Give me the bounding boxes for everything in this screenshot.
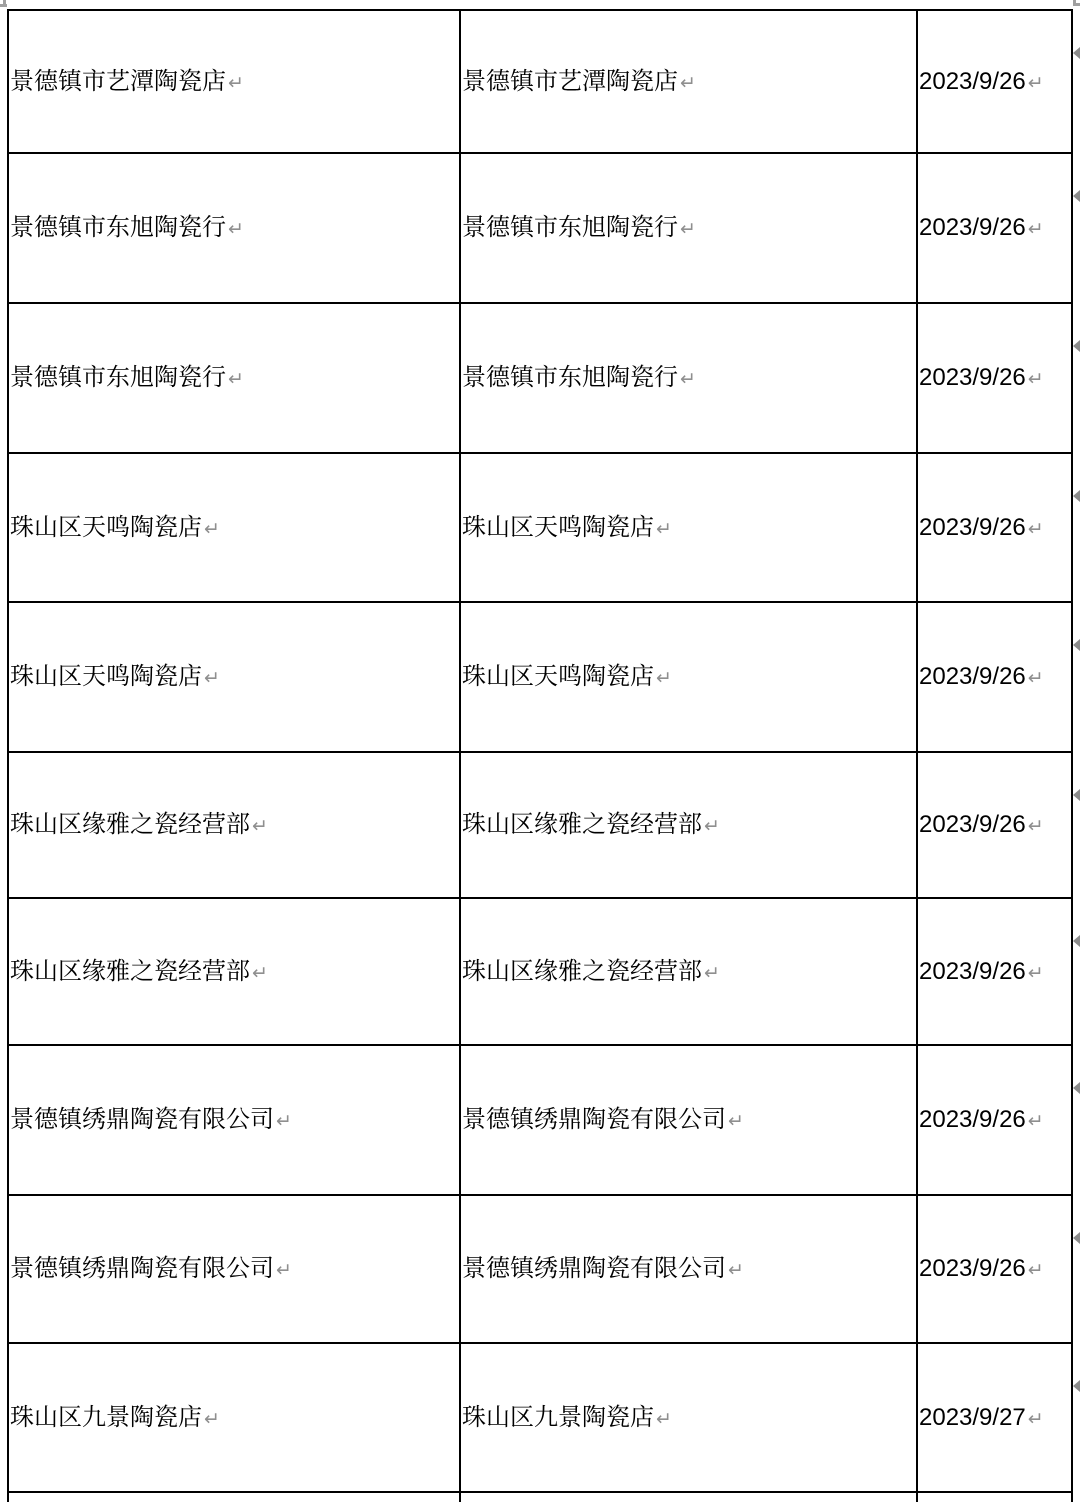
- table-row: [8, 1343, 1072, 1492]
- cell-text: 景德镇绣鼎陶瓷有限公司: [10, 1106, 274, 1134]
- cell-text: 2023/9/27: [919, 1403, 1026, 1431]
- cell-date[interactable]: [917, 10, 1072, 153]
- paragraph-mark-icon: ↵: [276, 1260, 292, 1282]
- row-end-arrow-icon: [1073, 935, 1080, 947]
- cell-text: 珠山区缘雅之瓷经营部: [462, 957, 702, 985]
- table-row: [8, 898, 1072, 1045]
- cell-text: 景德镇市东旭陶瓷行: [10, 214, 226, 242]
- paragraph-mark-icon: ↵: [656, 1408, 672, 1430]
- table-row: [8, 1195, 1072, 1343]
- cell-text: 珠山区九景陶瓷店: [462, 1403, 654, 1431]
- cell-company-name-duplicate[interactable]: [460, 752, 917, 898]
- paragraph-mark-icon: ↵: [680, 219, 696, 241]
- cell-text: 景德镇市艺潭陶瓷店: [462, 67, 678, 95]
- cell-company-name-duplicate[interactable]: [460, 153, 917, 303]
- cell-text: 2023/9/26: [919, 513, 1026, 541]
- paragraph-mark-icon: ↵: [1027, 1260, 1044, 1282]
- row-end-arrow-icon: [1073, 340, 1080, 352]
- paragraph-mark-icon: ↵: [1027, 219, 1044, 241]
- paragraph-mark-icon: ↵: [204, 668, 220, 690]
- cell-text: 珠山区天鸣陶瓷店: [10, 513, 202, 541]
- cell-date[interactable]: [917, 303, 1072, 453]
- paragraph-mark-icon: ↵: [656, 668, 672, 690]
- top-left-corner-mark: [0, 4, 7, 7]
- cell-company-name[interactable]: [8, 303, 460, 453]
- cell-text: 景德镇市艺潭陶瓷店: [10, 67, 226, 95]
- paragraph-mark-icon: ↵: [704, 962, 720, 984]
- cell-date[interactable]: [917, 1195, 1072, 1343]
- cell-company-name[interactable]: [8, 453, 460, 602]
- paragraph-mark-icon: ↵: [1027, 369, 1044, 391]
- table-row: [8, 10, 1072, 153]
- cell-company-name-duplicate[interactable]: [460, 1045, 917, 1195]
- cell-date[interactable]: [917, 602, 1072, 752]
- cell-company-name[interactable]: [8, 10, 460, 153]
- cell-text: 2023/9/26: [919, 67, 1026, 95]
- cell-date[interactable]: [917, 453, 1072, 602]
- table-row: [8, 602, 1072, 752]
- paragraph-mark-icon: ↵: [680, 72, 696, 94]
- paragraph-mark-icon: ↵: [1027, 1408, 1044, 1430]
- cell-company-name[interactable]: [8, 602, 460, 752]
- paragraph-mark-icon: ↵: [656, 518, 672, 540]
- paragraph-mark-icon: ↵: [728, 1111, 744, 1133]
- row-end-arrow-icon: [1073, 490, 1080, 502]
- paragraph-mark-icon: ↵: [252, 962, 268, 984]
- cell-text: 珠山区天鸣陶瓷店: [10, 663, 202, 691]
- cell-company-name-duplicate[interactable]: [460, 453, 917, 602]
- cell-date[interactable]: [917, 752, 1072, 898]
- cell-text: 珠山区缘雅之瓷经营部: [462, 811, 702, 839]
- cell-company-name-duplicate[interactable]: [460, 1343, 917, 1492]
- cell-company-name-duplicate[interactable]: [460, 898, 917, 1045]
- table-body: [8, 10, 1072, 1502]
- cell-text: 珠山区天鸣陶瓷店: [462, 513, 654, 541]
- cell-text: 景德镇市东旭陶瓷行: [10, 364, 226, 392]
- paragraph-mark-icon: ↵: [204, 1408, 220, 1430]
- paragraph-mark-icon: ↵: [1027, 1111, 1044, 1133]
- table-row: [8, 752, 1072, 898]
- cell-text: 珠山区缘雅之瓷经营部: [10, 811, 250, 839]
- cell-text: 2023/9/26: [919, 811, 1026, 839]
- cell-text: 景德镇绣鼎陶瓷有限公司: [462, 1106, 726, 1134]
- paragraph-mark-icon: ↵: [204, 518, 220, 540]
- cell-company-name[interactable]: [8, 1492, 460, 1502]
- paragraph-mark-icon: ↵: [276, 1111, 292, 1133]
- cell-text: 景德镇绣鼎陶瓷有限公司: [462, 1255, 726, 1283]
- cell-date[interactable]: [917, 1343, 1072, 1492]
- cell-text: 景德镇绣鼎陶瓷有限公司: [10, 1255, 274, 1283]
- cell-date[interactable]: [917, 1492, 1072, 1502]
- document-table: [7, 9, 1073, 1502]
- cell-text: 景德镇市东旭陶瓷行: [462, 364, 678, 392]
- table-row: [8, 1045, 1072, 1195]
- cell-date[interactable]: [917, 898, 1072, 1045]
- cell-company-name-duplicate[interactable]: [460, 10, 917, 153]
- table-row-partial: [8, 1492, 1072, 1502]
- cell-company-name[interactable]: [8, 752, 460, 898]
- cell-text: 珠山区缘雅之瓷经营部: [10, 957, 250, 985]
- row-end-arrow-icon: [1073, 789, 1080, 801]
- cell-company-name[interactable]: [8, 1045, 460, 1195]
- paragraph-mark-icon: ↵: [1027, 816, 1044, 838]
- paragraph-mark-icon: ↵: [228, 219, 244, 241]
- cell-company-name-duplicate[interactable]: [460, 303, 917, 453]
- row-end-arrow-icon: [1073, 1082, 1080, 1094]
- cell-company-name-duplicate[interactable]: [460, 1195, 917, 1343]
- paragraph-mark-icon: ↵: [1027, 72, 1044, 94]
- cell-text: 2023/9/26: [919, 957, 1026, 985]
- cell-company-name-duplicate[interactable]: [460, 1492, 917, 1502]
- cell-company-name-duplicate[interactable]: [460, 602, 917, 752]
- paragraph-mark-icon: ↵: [1027, 668, 1044, 690]
- paragraph-mark-icon: ↵: [228, 369, 244, 391]
- cell-text: 2023/9/26: [919, 1255, 1026, 1283]
- cell-date[interactable]: [917, 153, 1072, 303]
- paragraph-mark-icon: ↵: [1027, 518, 1044, 540]
- row-end-arrow-icon: [1073, 1380, 1080, 1392]
- paragraph-mark-icon: ↵: [728, 1260, 744, 1282]
- top-right-corner-mark: [1073, 3, 1080, 6]
- cell-company-name[interactable]: [8, 1195, 460, 1343]
- cell-text: 珠山区九景陶瓷店: [10, 1403, 202, 1431]
- table-row: [8, 453, 1072, 602]
- row-end-arrow-icon: [1073, 1232, 1080, 1244]
- row-end-arrow-icon: [1073, 47, 1080, 59]
- table-row: [8, 153, 1072, 303]
- row-end-arrow-icon: [1073, 190, 1080, 202]
- cell-text: 景德镇市东旭陶瓷行: [462, 214, 678, 242]
- table-row: [8, 303, 1072, 453]
- row-end-arrow-icon: [1073, 639, 1080, 651]
- cell-company-name[interactable]: [8, 898, 460, 1045]
- cell-text: 2023/9/26: [919, 364, 1026, 392]
- cell-date[interactable]: [917, 1045, 1072, 1195]
- cell-text: 2023/9/26: [919, 214, 1026, 242]
- paragraph-mark-icon: ↵: [252, 816, 268, 838]
- paragraph-mark-icon: ↵: [1027, 962, 1044, 984]
- cell-text: 2023/9/26: [919, 663, 1026, 691]
- paragraph-mark-icon: ↵: [704, 816, 720, 838]
- paragraph-mark-icon: ↵: [228, 72, 244, 94]
- cell-company-name[interactable]: [8, 153, 460, 303]
- cell-text: 珠山区天鸣陶瓷店: [462, 663, 654, 691]
- cell-company-name[interactable]: [8, 1343, 460, 1492]
- cell-text: 2023/9/26: [919, 1106, 1026, 1134]
- paragraph-mark-icon: ↵: [680, 369, 696, 391]
